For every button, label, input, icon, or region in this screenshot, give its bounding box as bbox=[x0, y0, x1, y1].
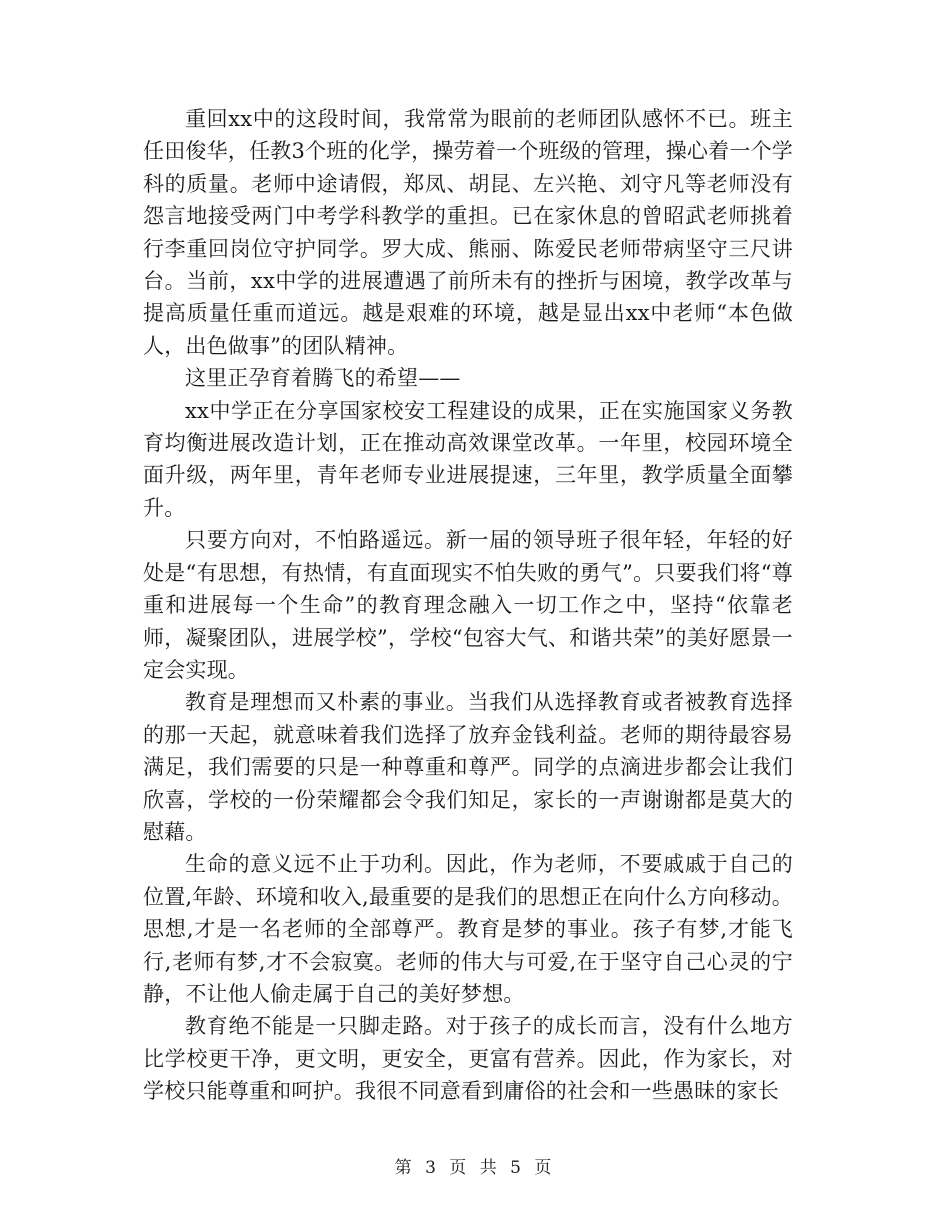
page-number-footer: 第 3 页 共 5 页 bbox=[394, 1158, 556, 1178]
paragraph-4: 只要方向对，不怕路遥远。新一届的领导班子很年轻，年轻的好处是“有思想，有热情，有直面现实不怕失败的勇气”。只要我们将“尊重和进展每一个生命”的教育理念融入一切工作之中，坚持“依靠老师，凝聚团队，进展学校”，学校“包容大气、和谐共荣”的美好愿景一定会实现。 bbox=[143, 528, 793, 682]
paragraph-7: 教育绝不能是一只脚走路。对于孩子的成长而言，没有什么地方比学校更干净，更文明，更安全，更富有营养。因此，作为家长，对学校只能尊重和呵护。我很不同意看到庸俗的社会和一些愚昧的家长 bbox=[143, 1014, 793, 1104]
document-body bbox=[143, 103, 793, 1108]
paragraph-1: 重回xx中的这段时间，我常常为眼前的老师团队感怀不已。班主任田俊华，任教3个班的化学，操劳着一个班级的管理，操心着一个学科的质量。老师中途请假，郑凤、胡昆、左兴艳、刘守凡等老师没有怨言地接受两门中考学科教学的重担。已在家休息的曾昭武老师挑着行李重回岗位守护同学。罗大成、熊丽、陈爱民老师带病坚守三尺讲台。当前，xx中学的进展遭遇了前所未有的挫折与困境，教学改革与提高质量任重而道远。越是艰难的环境，越是显出xx中老师“本色做人，出色做事”的团队精神。 bbox=[143, 107, 793, 358]
paragraph-5: 教育是理想而又朴素的事业。当我们从选择教育或者被教育选择的那一天起，就意味着我们选择了放弃金钱利益。老师的期待最容易满足，我们需要的只是一种尊重和尊严。同学的点滴进步都会让我们欣喜，学校的一份荣耀都会令我们知足，家长的一声谢谢都是莫大的慰藉。 bbox=[143, 690, 793, 844]
paragraph-3: xx中学正在分享国家校安工程建设的成果，正在实施国家义务教育均衡进展改造计划，正在推动高效课堂改革。一年里，校园环境全面升级，两年里，青年老师专业进展提速，三年里，教学质量全面攀升。 bbox=[143, 398, 793, 520]
paragraph-6: 生命的意义远不止于功利。因此，作为老师，不要戚戚于自己的位置,年龄、环境和收入,最重要的是我们的思想正在向什么方向移动。思想,才是一名老师的全部尊严。教育是梦的事业。孩子有梦,才能飞行,老师有梦,才不会寂寞。老师的伟大与可爱,在于坚守自己心灵的宁静，不让他人偷走属于自己的美好梦想。 bbox=[143, 852, 793, 1006]
paragraph-2: 这里正孕育着腾飞的希望—— bbox=[185, 366, 461, 391]
